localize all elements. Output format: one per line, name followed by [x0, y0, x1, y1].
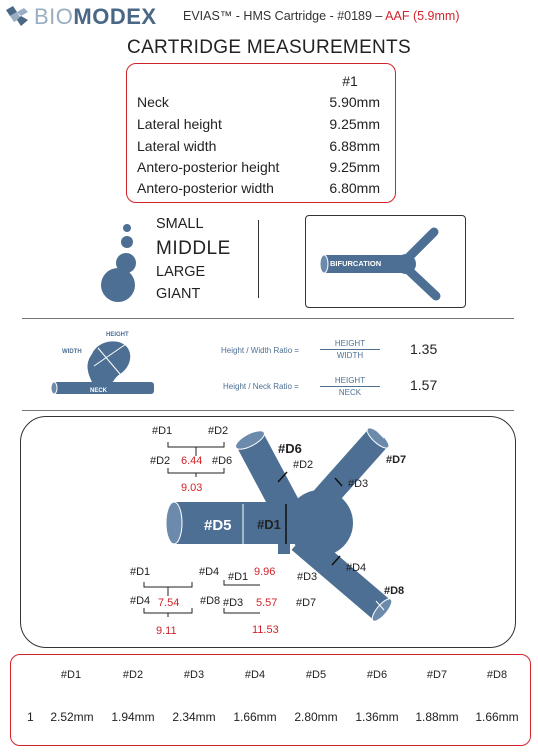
table-header: #D6 [366, 669, 388, 681]
measurement-label: Lateral height [137, 116, 222, 132]
fraction-line [320, 349, 380, 350]
sum-total-upper: 9.03 [181, 482, 203, 494]
label-d5: #D5 [204, 517, 232, 534]
height-width-ratio-value: 1.35 [410, 341, 438, 357]
size-large-label: LARGE [156, 264, 206, 280]
measurement-value: 9.25mm [329, 159, 380, 175]
label-d3: #D3 [223, 597, 244, 609]
table-cell: 1.36mm [355, 710, 399, 724]
table-cell: 2.34mm [172, 710, 216, 724]
label-d4: #D4 [199, 566, 220, 578]
table-header: #D4 [244, 669, 266, 681]
table-header: #D7 [426, 669, 448, 681]
measurement-label: Antero-posterior width [137, 180, 274, 196]
measurements-column-header: #1 [342, 73, 358, 89]
table-cell: 1.66mm [475, 710, 519, 724]
label-d8: #D8 [200, 595, 221, 607]
measurement-value: 6.88mm [329, 138, 380, 154]
measurement-label: Neck [137, 94, 169, 110]
measurement-value: 6.80mm [329, 180, 380, 196]
label-d1: #D1 [228, 571, 249, 583]
divider [22, 410, 514, 411]
table-header: #D5 [305, 669, 327, 681]
sum-d1-d4: 9.96 [254, 566, 276, 578]
label-d3-vessel: #D3 [348, 478, 369, 490]
header-title: EVIAS™ - HMS Cartridge - #0189 – AAF (5.9mm) [183, 9, 460, 23]
label-d7: #D7 [296, 597, 317, 609]
table-row-label: 1 [27, 710, 34, 724]
table-header: #D1 [60, 669, 82, 681]
measurement-label: Antero-posterior height [137, 159, 280, 175]
divider [22, 318, 514, 319]
sum-total-lower-right: 11.53 [252, 624, 279, 636]
label-d6: #D6 [212, 455, 233, 467]
ratio-denominator: NECK [338, 388, 362, 397]
header-bar [0, 0, 538, 34]
aneurysm-size-circles-icon [96, 218, 146, 308]
brand-logo-text: BIOMODEX [34, 4, 157, 29]
divider [258, 220, 259, 298]
height-width-ratio-label: Height / Width Ratio = [221, 346, 300, 355]
measurement-label: Lateral width [137, 138, 217, 154]
biomodex-logo-icon [6, 6, 28, 26]
size-giant-label: GIANT [156, 286, 201, 302]
label-d1-vessel: #D1 [257, 517, 281, 532]
label-d2: #D2 [150, 455, 171, 467]
label-d4-vessel: #D4 [346, 562, 367, 574]
label-d8: #D8 [384, 585, 405, 597]
ratio-denominator: WIDTH [336, 351, 364, 360]
ratio-numerator: HEIGHT [334, 376, 366, 385]
sum-total-lower-left: 9.11 [156, 625, 177, 637]
measurement-value: 9.25mm [329, 116, 380, 132]
label-d3-lower: #D3 [297, 571, 318, 583]
table-header: #D8 [486, 669, 508, 681]
table-cell: 2.52mm [50, 710, 94, 724]
height-neck-ratio-label: Height / Neck Ratio = [223, 382, 299, 391]
label-d2: #D2 [208, 425, 229, 437]
table-header: #D3 [183, 669, 205, 681]
diameter-table-box [10, 654, 531, 746]
bifurcation-label: BIFURCATION [330, 259, 382, 268]
sum-d4-d8: 7.54 [158, 597, 180, 609]
width-label: WIDTH [62, 349, 82, 355]
label-d6-big: #D6 [278, 441, 302, 456]
table-cell: 2.80mm [294, 710, 338, 724]
table-cell: 1.88mm [415, 710, 459, 724]
label-d1: #D1 [130, 566, 151, 578]
table-cell: 1.66mm [233, 710, 277, 724]
sum-d2-d6: 6.44 [181, 455, 203, 467]
fraction-line [320, 386, 380, 387]
table-cell: 1.94mm [111, 710, 155, 724]
measurement-value: 5.90mm [329, 94, 380, 110]
size-middle-label: MIDDLE [156, 238, 231, 259]
label-d4: #D4 [130, 595, 151, 607]
height-neck-ratio-value: 1.57 [410, 377, 438, 393]
height-label: HEIGHT [106, 332, 129, 338]
sum-d3-d7: 5.57 [256, 597, 278, 609]
label-d7: #D7 [386, 454, 407, 466]
page-title: CARTRIDGE MEASUREMENTS [127, 37, 411, 58]
ratio-numerator: HEIGHT [334, 339, 366, 348]
neck-label: NECK [90, 388, 108, 394]
label-d1: #D1 [152, 425, 173, 437]
label-d2-vessel: #D2 [293, 459, 314, 471]
table-header: #D2 [122, 669, 144, 681]
size-small-label: SMALL [156, 216, 204, 232]
